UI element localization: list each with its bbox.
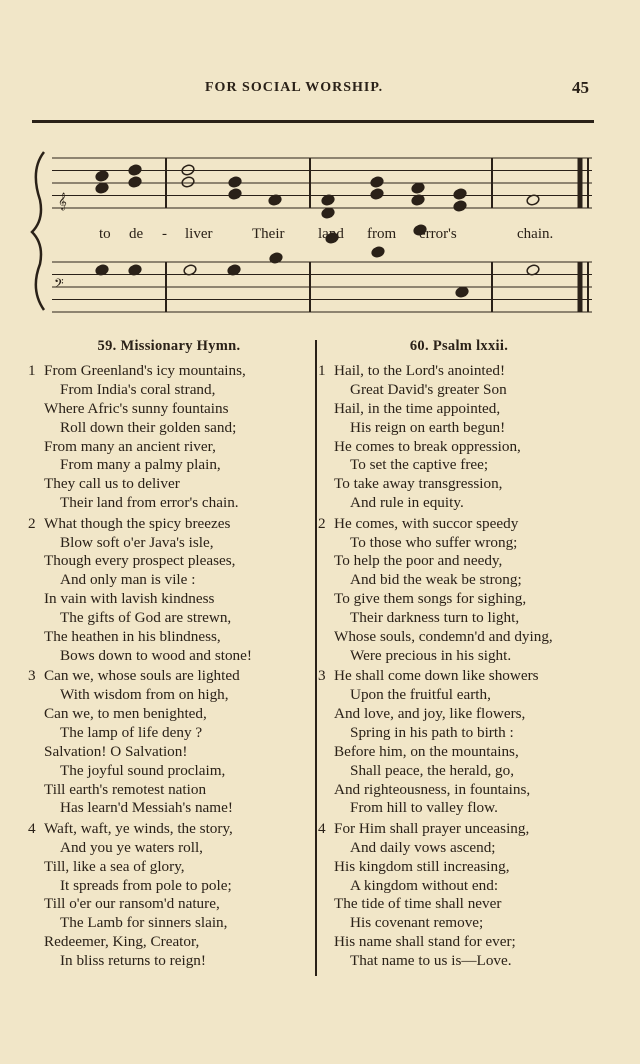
verse-line [24,933,314,952]
verse-line [314,933,604,952]
verse-text: He comes to break oppression, [334,437,521,455]
verse-line [24,609,314,628]
lyrics-line [99,226,553,242]
verse [24,515,314,666]
verse-line [24,400,314,419]
verse-line [24,799,314,818]
verse-number: 1 [318,362,326,379]
note [370,188,384,201]
verse-line [24,534,314,553]
verse-text: He comes, with succor speedy [334,514,519,532]
verse-line [314,475,604,494]
verse-line [24,571,314,590]
verse-line [24,362,314,381]
verse-line [314,858,604,877]
verse-text: The heathen in his blindness, [44,627,221,645]
lyric-syllable: from [367,226,397,242]
verse-text: From many a palmy plain, [60,456,221,474]
verse-text: And only man is vile : [60,571,196,589]
verse-text: From hill to valley flow. [350,799,498,817]
lyric-syllable: land [318,226,344,242]
verse-text: Their darkness turn to light, [350,609,520,627]
verse-line [24,686,314,705]
verse-line [24,438,314,457]
verse-line [314,515,604,534]
verse-text: For Him shall prayer unceasing, [334,819,530,837]
verse [314,515,604,666]
verse-line [24,952,314,971]
verse-text: Bows down to wood and stone! [60,646,252,664]
note [181,176,195,189]
verse-line [314,895,604,914]
verse-line [24,914,314,933]
verse-text: Till o'er our ransom'd nature, [44,895,220,913]
verse-text: Whose souls, condemn'd and dying, [334,627,553,645]
page-number: 45 [572,78,589,97]
verse-text: Hail, in the time appointed, [334,399,501,417]
note [128,176,142,189]
verse-text: Till, like a sea of glory, [44,857,185,875]
verse-text: To give them songs for sighing, [334,590,527,608]
verse-line [24,667,314,686]
verse-text: A kingdom without end: [350,876,499,894]
verse-number: 2 [28,514,36,532]
verse-text: From India's coral strand, [60,380,216,398]
verse-line [24,456,314,475]
verse-text: That name to us is—Love. [350,952,512,970]
verse-line [24,419,314,438]
verse-line [314,400,604,419]
verse-text: Hail, to the Lord's anointed! [334,362,506,379]
verse-number: 3 [28,667,36,685]
note [371,246,385,259]
running-title: FOR SOCIAL WORSHIP. [205,80,384,95]
verse-text: And rule in equity. [350,494,464,512]
verse-text: Has learn'd Messiah's name! [60,799,233,817]
verse-line [314,952,604,971]
verse-text: And righteousness, in fountains, [334,780,531,798]
verse-line [24,590,314,609]
verse-text: To set the captive free; [350,456,489,474]
verse-line [314,494,604,513]
note [228,188,242,201]
verse-line [314,705,604,724]
note [453,200,467,213]
verse-text: Great David's greater Son [350,380,507,398]
verse-text: To those who suffer wrong; [350,533,518,551]
verse-text: And bid the weak be strong; [350,571,522,589]
verse-line [314,686,604,705]
verse-text: Redeemer, King, Creator, [44,933,200,951]
verse-text: Salvation! O Salvation! [44,742,188,760]
verse-text: From many an ancient river, [44,437,216,455]
verse-line [314,647,604,666]
lyric-syllable: chain. [517,226,554,242]
verse-line [24,628,314,647]
hymn-title: 60. Psalm lxxii. [409,338,509,354]
note [455,286,469,299]
verse-text: To take away transgression, [334,475,503,493]
verse-line [24,647,314,666]
hymn-59 [24,338,314,973]
verse-line [314,914,604,933]
verse-line [24,475,314,494]
verse-text: Can we, to men benighted, [44,705,207,723]
verse-text: Though every prospect pleases, [44,552,236,570]
verse-text: With wisdom from on high, [60,686,229,704]
verse-line [24,515,314,534]
treble-clef-icon: 𝄞 [58,194,67,210]
verse-number: 3 [318,667,326,685]
bass-clef-icon: 𝄢 [54,278,64,294]
verse-line [314,724,604,743]
verse [314,362,604,513]
verse-text: Shall peace, the herald, go, [350,761,515,779]
verse-line [314,799,604,818]
verse-text: He shall come down like showers [334,667,539,685]
verse-text: They call us to deliver [44,475,180,493]
verse-text: The tide of time shall never [334,895,502,913]
verse-line [24,494,314,513]
verse-number: 1 [28,362,36,379]
verse-line [314,438,604,457]
verse-line [314,762,604,781]
verse-line [24,858,314,877]
verse-line [314,552,604,571]
verse-line [24,724,314,743]
lyric-syllable: to [99,226,111,242]
verse-text: In bliss returns to reign! [60,952,206,970]
verse-text: His covenant remove; [350,914,484,932]
lyric-syllable: Their [252,226,285,242]
verse-line [314,571,604,590]
lyric-syllable: liver [185,226,213,242]
verse-text: The lamp of life deny ? [60,723,203,741]
lyric-syllable: error's [419,226,457,242]
verse-text: Where Afric's sunny fountains [44,399,229,417]
verse-line [24,781,314,800]
verse-text: His kingdom still increasing, [334,857,510,875]
verse-text: And you ye waters roll, [60,838,203,856]
verse [24,362,314,513]
verse-text: His name shall stand for ever; [334,933,516,951]
verse-line [24,762,314,781]
verse-line [314,590,604,609]
brace [32,152,44,310]
verse-text: To help the poor and needy, [334,552,503,570]
hymn-60 [314,338,604,973]
note [128,164,142,177]
verse [314,667,604,818]
note [453,188,467,201]
verse-text: And love, and joy, like flowers, [334,705,526,723]
verse-line [24,820,314,839]
verse-text: From Greenland's icy mountains, [44,362,246,379]
note [321,207,335,220]
verse-line [314,877,604,896]
verse-number: 4 [318,819,326,837]
verse-line [314,781,604,800]
verse-text: Roll down their golden sand; [60,418,237,436]
verse-text: The Lamb for sinners slain, [60,914,228,932]
lyric-syllable: de [129,226,144,242]
verse [314,820,604,971]
verse-text: Were precious in his sight. [350,646,512,664]
verse-number: 2 [318,514,326,532]
verse-line [314,609,604,628]
verse-text: Waft, waft, ye winds, the story, [44,819,233,837]
verse-line [314,419,604,438]
verse-number: 4 [28,819,36,837]
running-header [0,80,640,100]
verse-text: It spreads from pole to pole; [60,876,232,894]
verse-line [314,743,604,762]
verse-line [314,456,604,475]
note [95,170,109,183]
lyric-syllable: - [162,226,167,242]
verse-text: Spring in his path to birth : [350,723,514,741]
verse-text: Can we, whose souls are lighted [44,667,240,685]
verse-line [314,820,604,839]
verse-line [24,552,314,571]
verse-text: And daily vows ascend; [350,838,496,856]
verse-line [314,839,604,858]
verse-text: Their land from error's chain. [60,494,239,512]
verse-line [314,534,604,553]
verse-text: The joyful sound proclaim, [60,761,226,779]
verse-text: What though the spicy breezes [44,514,231,532]
verse-text: His reign on earth begun! [350,418,506,436]
verse-line [24,381,314,400]
verse-text: The gifts of God are strewn, [60,609,232,627]
header-rule [32,120,594,123]
verse-text: Before him, on the mountains, [334,742,519,760]
verse [24,667,314,818]
verse-line [314,362,604,381]
verse-line [24,895,314,914]
verse-text: In vain with lavish kindness [44,590,215,608]
note [95,182,109,195]
verse-text: Upon the fruitful earth, [350,686,491,704]
note [411,182,425,195]
hymn-title: 59. Missionary Hymn. [97,338,241,354]
verse-text: Blow soft o'er Java's isle, [60,533,214,551]
verse-line [24,877,314,896]
verse-line [314,628,604,647]
verse-text: Till earth's remotest nation [44,780,207,798]
note [370,176,384,189]
verse [24,820,314,971]
note [228,176,242,189]
verse-line [24,705,314,724]
verse-line [24,839,314,858]
verse-line [314,381,604,400]
music-score [0,130,640,320]
verse-line [24,743,314,762]
verse-line [314,667,604,686]
